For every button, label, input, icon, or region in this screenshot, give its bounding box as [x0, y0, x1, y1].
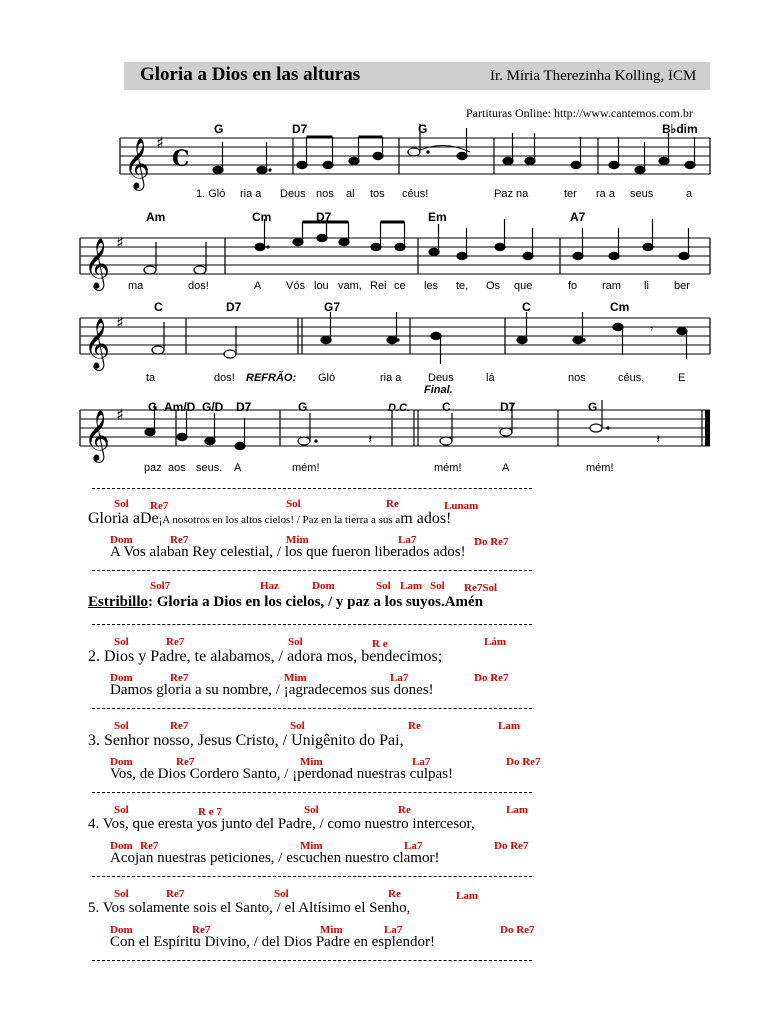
score-chord: G [214, 122, 224, 136]
chord-label: Re7 [170, 534, 189, 546]
chord-label: La7 [404, 840, 423, 852]
chord-label: Lám [484, 636, 506, 648]
score-chord: D7 [226, 300, 242, 314]
chord-label: Lam [400, 580, 422, 592]
score-lyric: te, [456, 280, 469, 292]
lyric-line: Vos, de Dios Cordero Santo, / ¡perdonad nuestras culpas! [110, 766, 453, 782]
score-chord: Am [146, 210, 166, 224]
chord-label: Lam [506, 804, 528, 816]
chord-label: Re7 [170, 720, 189, 732]
score-lyric: tos [370, 188, 385, 200]
score-lyric: 1. Gló [196, 188, 226, 200]
score-lyric: ma [128, 280, 144, 292]
score-lyric: A [234, 462, 242, 474]
chord-label: R e 7 [198, 806, 222, 818]
chord-label: Do Re7 [474, 672, 509, 684]
divider [92, 624, 532, 625]
score-lyric: ram [602, 280, 621, 292]
chord-label: Do Re7 [506, 756, 541, 768]
chord-label: Re7 [140, 840, 159, 852]
score-lyric: li [644, 280, 649, 292]
divider [92, 792, 532, 793]
score-lyric: mém! [434, 462, 462, 474]
chord-label: Mim [284, 672, 307, 684]
score-chord: D7 [316, 210, 332, 224]
score-lyric: céus, [618, 372, 645, 384]
score-lyric: Paz na [494, 188, 529, 200]
score-lyric: ria a [240, 188, 262, 200]
chord-label: Sol [430, 580, 445, 592]
score-lyric: nos [316, 188, 334, 200]
chord-label: Do Re7 [494, 840, 529, 852]
score-chord: G/D [202, 400, 224, 414]
chord-label: Re7 [192, 924, 211, 936]
score-chord: Em [428, 210, 447, 224]
chord-label: Dom [110, 924, 133, 936]
score-lyric: ra a [596, 188, 615, 200]
sharp-icon: ♯ [116, 233, 124, 252]
chord-label: Mim [300, 840, 323, 852]
score-lyric: A [254, 280, 262, 292]
chord-label: Sol [114, 804, 129, 816]
treble-clef-icon: 𝄞 [124, 138, 151, 189]
score-chord: D7 [500, 400, 516, 414]
lyric-line: 3. Senhor nosso, Jesus Cristo, / Unigênito do Pai, [88, 732, 404, 749]
divider [92, 570, 532, 571]
score-chord: B♭dim [662, 122, 698, 136]
score-lyric: dos! [214, 372, 235, 384]
lyric-fragment: Gloria aDe [88, 510, 159, 527]
chord-label: Mim [320, 924, 343, 936]
divider [92, 708, 532, 709]
chord-label: Re [398, 804, 411, 816]
chord-label: Re7 [166, 888, 185, 900]
chord-label: Dom [110, 840, 133, 852]
chord-label: La7 [390, 672, 409, 684]
chord-label: Re7 [176, 756, 195, 768]
score-chord: D7 [292, 122, 308, 136]
score-chord: G [298, 400, 308, 414]
score-lyric: Vós [286, 280, 305, 292]
chord-label: Dom [110, 672, 133, 684]
score-lyric: a [686, 188, 693, 200]
score-chord: G [588, 400, 598, 414]
refrain-text: : Gloria a Dios en los cielos, / y paz a los suyos. [148, 594, 445, 610]
score-lyric: vam, [338, 280, 362, 292]
chord-label: Re7 [166, 636, 185, 648]
score-lyric: Deus [428, 372, 454, 384]
score-chord: A7 [570, 210, 586, 224]
chord-label: Lam [456, 890, 478, 902]
score-lyric: paz [144, 462, 162, 474]
lyric-line: Damos gloria a su nombre, / ¡agradecemos sus dones! [110, 682, 434, 698]
chord-label: Mim [286, 534, 309, 546]
sheet-music [0, 0, 768, 490]
common-time-icon: C [172, 146, 190, 172]
score-lyric: seus. [196, 462, 223, 474]
score-lyric: nos [568, 372, 586, 384]
chord-label: Sol [376, 580, 391, 592]
refrain-label: REFRÃO: [246, 372, 297, 384]
sharp-icon: ♯ [116, 405, 124, 424]
lyric-line [88, 510, 451, 528]
chord-label: Mim [300, 756, 323, 768]
chord-label: Sol [290, 720, 305, 732]
refrain-title: Estribillo [88, 594, 149, 610]
chord-label: Lam [498, 720, 520, 732]
score-chord: Am/D [164, 400, 196, 414]
score-chord: D7 [236, 400, 252, 414]
score-lyric: ta [146, 372, 156, 384]
chord-label: Sol [288, 636, 303, 648]
chord-label: Sol [274, 888, 289, 900]
treble-clef-icon: 𝄞 [84, 238, 111, 289]
chord-label: Dom [110, 756, 133, 768]
chord-label: Do Re7 [500, 924, 535, 936]
score-chord: C [154, 300, 163, 314]
sharp-icon: ♯ [116, 313, 124, 332]
score-lyric: Os [486, 280, 501, 292]
score-lyric: fo [568, 280, 578, 292]
svg-text:𝄾: 𝄾 [650, 322, 654, 336]
chord-label: Sol7 [150, 580, 171, 592]
score-lyric: aos [168, 462, 186, 474]
score-lyric: Rei [370, 280, 387, 292]
lyric-line: 2. Dios y Padre, te alabamos, / adora mos, bendecimos; [88, 648, 443, 665]
treble-clef-icon: 𝄞 [84, 318, 111, 369]
lyric-line: Con el Espíritu Divino, / del Dios Padre en esplendor! [110, 934, 435, 950]
score-lyric: A [502, 462, 510, 474]
score-lyric: al [346, 188, 355, 200]
chord-label: Sol [114, 498, 129, 510]
chord-label: Re [386, 498, 399, 510]
chord-label: Sol [114, 636, 129, 648]
sharp-icon: ♯ [156, 133, 164, 152]
chord-label: Sol [304, 804, 319, 816]
svg-text:𝄽: 𝄽 [368, 432, 373, 448]
score-lyric: mém! [292, 462, 320, 474]
score-lyric: lou [314, 280, 329, 292]
svg-text:𝄽: 𝄽 [656, 432, 661, 448]
song-author: Ir. Míria Therezinha Kolling, ICM [490, 68, 697, 84]
score-lyric: Gló [318, 372, 336, 384]
chord-label: Sol [286, 498, 301, 510]
score-lyric: céus! [402, 188, 429, 200]
refrain-line [88, 594, 483, 611]
chord-label: R e [372, 638, 388, 650]
chord-label: Do Re7 [474, 536, 509, 548]
lyric-line: 4. Vos, que eresta yos junto del Padre, / como nuestro intercesor, [88, 816, 475, 832]
song-title: Gloria a Dios en las alturas [140, 64, 361, 85]
chord-label: Re [388, 888, 401, 900]
chord-label: La7 [412, 756, 431, 768]
score-lyric: mém! [586, 462, 614, 474]
divider [92, 488, 532, 489]
score-lyric: les [424, 280, 439, 292]
chord-label: Dom [312, 580, 335, 592]
chord-label: Re7Sol [464, 582, 497, 594]
score-chord: Cm [610, 300, 630, 314]
treble-clef-icon: 𝄞 [84, 410, 111, 461]
chord-label: Haz [260, 580, 279, 592]
score-chord: C [442, 400, 451, 414]
divider [92, 876, 532, 877]
chord-label: Re [408, 720, 421, 732]
score-lyric: lá [486, 372, 495, 384]
score-lyric: Deus [280, 188, 306, 200]
score-chord: Cm [252, 210, 272, 224]
chord-label: Re7 [150, 500, 169, 512]
score-chord: G7 [324, 300, 341, 314]
divider [92, 960, 532, 961]
refrain-end: Amén [444, 594, 484, 610]
score-lyric: E [678, 372, 686, 384]
chord-label: Re7 [170, 672, 189, 684]
chord-label: Sol [114, 720, 129, 732]
score-lyric: ria a [380, 372, 402, 384]
chord-label: La7 [398, 534, 417, 546]
chord-label: La7 [384, 924, 403, 936]
score-lyric: que [514, 280, 533, 292]
score-chord: G [148, 400, 158, 414]
lyric-line: Acojan nuestras peticiones, / escuchen nuestro clamor! [110, 850, 440, 866]
chord-label: Lunam [444, 500, 479, 512]
lyric-fragment: ¡A nosotros en los altos cielos! / Paz en la tierra a sus a [158, 514, 401, 526]
score-chord: G [418, 122, 428, 136]
score-lyric: ber [674, 280, 690, 292]
website-credit: Partituras Online: http://www.cantemos.com.br [466, 106, 693, 120]
da-capo-mark: D.C. [388, 402, 410, 414]
score-lyric: seus [630, 188, 654, 200]
chord-label: Dom [110, 534, 133, 546]
score-lyric: dos! [188, 280, 209, 292]
score-chord: C [522, 300, 531, 314]
score-lyric: ce [394, 280, 406, 292]
lyric-line: 5. Vos solamente sois el Santo, / el Altísimo el Senho, [88, 900, 411, 916]
lyric-fragment: m ados! [400, 510, 452, 527]
score-lyric: ter [564, 188, 577, 200]
lyric-line: A Vos alaban Rey celestial, / los que fueron liberados ados! [110, 544, 466, 560]
final-mark: Final. [424, 384, 453, 396]
chord-label: Sol [114, 888, 129, 900]
